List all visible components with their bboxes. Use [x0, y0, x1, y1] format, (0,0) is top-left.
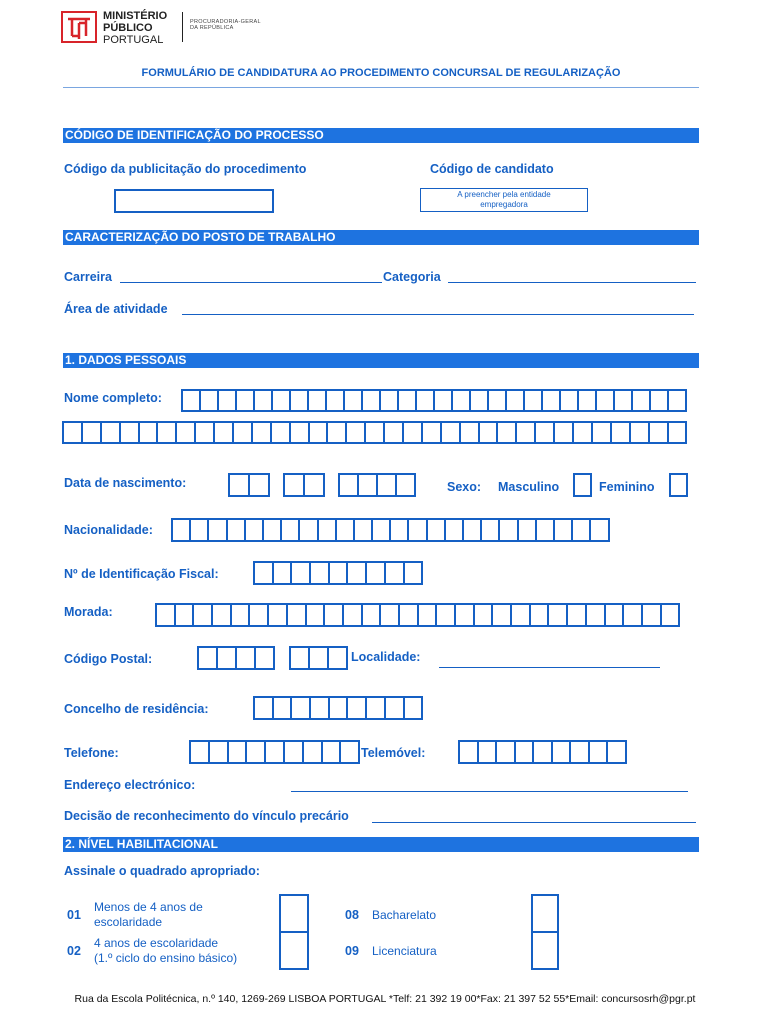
form-title: FORMULÁRIO DE CANDIDATURA AO PROCEDIMENTO CONCURSAL DE REGULARIZAÇÃO [141, 67, 621, 79]
char-box[interactable] [365, 561, 386, 585]
char-box[interactable] [591, 421, 612, 444]
char-box[interactable] [660, 603, 681, 627]
char-box[interactable] [100, 421, 121, 444]
char-box[interactable] [248, 603, 269, 627]
email-field[interactable] [291, 781, 688, 792]
char-box[interactable] [338, 473, 359, 497]
option-01-checkbox[interactable] [279, 894, 309, 933]
char-box[interactable] [235, 389, 255, 412]
option-02-code: 02 [67, 944, 81, 958]
char-box[interactable] [345, 421, 366, 444]
char-box[interactable] [244, 518, 264, 542]
char-box[interactable] [272, 696, 293, 720]
section-personal-header: 1. DADOS PESSOAIS [63, 353, 699, 368]
char-box[interactable] [81, 421, 102, 444]
char-box[interactable] [326, 421, 347, 444]
char-box[interactable] [323, 603, 344, 627]
char-box[interactable] [477, 740, 498, 764]
char-box[interactable] [353, 518, 373, 542]
char-box[interactable] [216, 646, 237, 670]
char-box[interactable] [403, 696, 424, 720]
char-box[interactable] [289, 389, 309, 412]
char-box[interactable] [606, 740, 627, 764]
char-box[interactable] [595, 389, 615, 412]
decision-field[interactable] [372, 812, 696, 823]
char-box[interactable] [197, 646, 218, 670]
char-box[interactable] [286, 603, 307, 627]
option-09-text: Licenciatura [372, 944, 437, 958]
candidate-code-label: Código de candidato [430, 162, 554, 176]
char-box[interactable] [649, 389, 669, 412]
char-box[interactable] [421, 421, 442, 444]
char-box[interactable] [213, 421, 234, 444]
char-box[interactable] [199, 389, 219, 412]
char-box[interactable] [335, 518, 355, 542]
char-box[interactable] [309, 561, 330, 585]
char-box[interactable] [251, 421, 272, 444]
logo-line-2: PÚBLICO [103, 22, 153, 34]
char-box[interactable] [535, 518, 555, 542]
char-box[interactable] [498, 518, 518, 542]
postal-code-label: Código Postal: [64, 652, 153, 666]
char-box[interactable] [248, 473, 270, 497]
char-box[interactable] [395, 473, 416, 497]
char-box[interactable] [566, 603, 587, 627]
char-box[interactable] [505, 389, 525, 412]
char-box[interactable] [346, 561, 367, 585]
char-box[interactable] [551, 740, 572, 764]
char-box[interactable] [207, 518, 227, 542]
char-box[interactable] [604, 603, 625, 627]
male-checkbox[interactable] [573, 473, 592, 497]
char-box[interactable] [629, 421, 650, 444]
char-box[interactable] [496, 421, 517, 444]
char-box[interactable] [648, 421, 669, 444]
logo-line-3: PORTUGAL [103, 34, 164, 46]
address-label: Morada: [64, 605, 113, 619]
char-box[interactable] [226, 518, 246, 542]
char-box[interactable] [585, 603, 606, 627]
logo-divider [182, 12, 183, 42]
option-02-checkbox[interactable] [279, 931, 309, 970]
career-label: Carreira [64, 270, 112, 284]
section-post-header: CARACTERIZAÇÃO DO POSTO DE TRABALHO [63, 230, 699, 245]
char-box[interactable] [398, 603, 419, 627]
activity-area-label: Área de atividade [64, 302, 168, 316]
char-box[interactable] [440, 421, 461, 444]
full-name-boxes-row1[interactable] [181, 389, 685, 412]
char-box[interactable] [534, 421, 555, 444]
char-box[interactable] [271, 389, 291, 412]
nif-label: Nº de Identificação Fiscal: [64, 567, 219, 581]
char-box[interactable] [328, 561, 349, 585]
char-box[interactable] [569, 740, 590, 764]
logo-sub-line-2: DA REPÚBLICA [190, 25, 234, 31]
option-08-checkbox[interactable] [531, 894, 559, 933]
char-box[interactable] [559, 389, 579, 412]
char-box[interactable] [361, 389, 381, 412]
char-box[interactable] [435, 603, 456, 627]
char-box[interactable] [253, 389, 273, 412]
char-box[interactable] [208, 740, 229, 764]
option-01-text-line1: Menos de 4 anos de [94, 900, 203, 914]
char-box[interactable] [444, 518, 464, 542]
char-box[interactable] [415, 389, 435, 412]
char-box[interactable] [267, 603, 288, 627]
char-box[interactable] [589, 518, 609, 542]
char-box[interactable] [305, 603, 326, 627]
nationality-boxes[interactable] [171, 518, 608, 542]
char-box[interactable] [174, 603, 195, 627]
decision-label: Decisão de reconhecimento do vínculo precário [64, 809, 349, 823]
char-box[interactable] [264, 740, 285, 764]
char-box[interactable] [514, 740, 535, 764]
birth-year-boxes[interactable] [338, 473, 414, 497]
category-field[interactable] [448, 271, 696, 283]
char-box[interactable] [371, 518, 391, 542]
option-02-text-line2: (1.º ciclo do ensino básico) [94, 951, 238, 965]
char-box[interactable] [253, 561, 274, 585]
address-boxes[interactable] [155, 603, 678, 627]
char-box[interactable] [402, 421, 423, 444]
char-box[interactable] [189, 740, 210, 764]
char-box[interactable] [667, 389, 687, 412]
char-box[interactable] [641, 603, 662, 627]
option-02-text-line1: 4 anos de escolaridade [94, 936, 219, 950]
char-box[interactable] [491, 603, 512, 627]
char-box[interactable] [553, 518, 573, 542]
char-box[interactable] [171, 518, 191, 542]
locality-label: Localidade: [351, 650, 421, 664]
char-box[interactable] [365, 696, 386, 720]
logo-text [103, 10, 167, 46]
char-box[interactable] [308, 646, 329, 670]
phone-label: Telefone: [64, 746, 119, 760]
char-box[interactable] [407, 518, 427, 542]
char-box[interactable] [403, 561, 424, 585]
postal-code-boxes-2[interactable] [289, 646, 346, 670]
option-09-code: 09 [345, 944, 359, 958]
nif-boxes[interactable] [253, 561, 421, 585]
sex-label: Sexo: [447, 480, 482, 494]
char-box[interactable] [397, 389, 417, 412]
char-box[interactable] [290, 696, 311, 720]
birth-date-label: Data de nascimento: [64, 476, 187, 490]
section-process-header: CÓDIGO DE IDENTIFICAÇÃO DO PROCESSO [63, 128, 699, 143]
candidate-code-hint: A preencher pela entidade empregadora [457, 190, 551, 209]
male-label: Masculino [498, 480, 560, 494]
full-name-boxes-row2[interactable] [62, 421, 685, 444]
char-box[interactable] [547, 603, 568, 627]
char-box[interactable] [156, 421, 177, 444]
option-08-code: 08 [345, 908, 359, 922]
char-box[interactable] [433, 389, 453, 412]
publication-code-field[interactable] [114, 189, 274, 213]
char-box[interactable] [230, 603, 251, 627]
section-education-header: 2. NÍVEL HABILITACIONAL [63, 837, 699, 852]
char-box[interactable] [451, 389, 471, 412]
char-box[interactable] [515, 421, 536, 444]
char-box[interactable] [631, 389, 651, 412]
char-box[interactable] [119, 421, 140, 444]
char-box[interactable] [270, 421, 291, 444]
char-box[interactable] [262, 518, 282, 542]
char-box[interactable] [235, 646, 256, 670]
char-box[interactable] [426, 518, 446, 542]
char-box[interactable] [384, 696, 405, 720]
char-box[interactable] [254, 646, 275, 670]
char-box[interactable] [307, 389, 327, 412]
nationality-label: Nacionalidade: [64, 523, 153, 537]
char-box[interactable] [339, 740, 360, 764]
char-box[interactable] [309, 696, 330, 720]
logo [61, 11, 97, 43]
char-box[interactable] [189, 518, 209, 542]
char-box[interactable] [227, 740, 248, 764]
char-box[interactable] [572, 421, 593, 444]
locality-field[interactable] [439, 657, 660, 668]
char-box[interactable] [217, 389, 237, 412]
char-box[interactable] [379, 389, 399, 412]
char-box[interactable] [308, 421, 329, 444]
char-box[interactable] [289, 646, 310, 670]
char-box[interactable] [541, 389, 561, 412]
char-box[interactable] [232, 421, 253, 444]
char-box[interactable] [192, 603, 213, 627]
option-01-text-line2: escolaridade [94, 915, 163, 929]
char-box[interactable] [346, 696, 367, 720]
option-01-text [94, 900, 203, 930]
char-box[interactable] [245, 740, 266, 764]
char-box[interactable] [289, 421, 310, 444]
char-box[interactable] [361, 603, 382, 627]
char-box[interactable] [577, 389, 597, 412]
char-box[interactable] [298, 518, 318, 542]
footer-address: Rua da Escola Politécnica, n.º 140, 1269-269 LISBOA PORTUGAL *Telf: 21 392 19 00*Fax: 21 397 52 55*Email: concursosrh@pgr.pt [74, 993, 696, 1005]
char-box[interactable] [283, 473, 305, 497]
career-field[interactable] [120, 271, 382, 283]
char-box[interactable] [253, 696, 274, 720]
email-label: Endereço electrónico: [64, 778, 196, 792]
char-box[interactable] [417, 603, 438, 627]
option-02-text [94, 936, 237, 966]
char-box[interactable] [175, 421, 196, 444]
char-box[interactable] [571, 518, 591, 542]
char-box[interactable] [458, 740, 479, 764]
char-box[interactable] [532, 740, 553, 764]
char-box[interactable] [622, 603, 643, 627]
ministerio-publico-logo-icon [61, 11, 97, 43]
char-box[interactable] [478, 421, 499, 444]
county-label: Concelho de residência: [64, 702, 209, 716]
activity-area-field[interactable] [182, 303, 694, 315]
char-box[interactable] [327, 646, 348, 670]
char-box[interactable] [389, 518, 409, 542]
option-01-code: 01 [67, 908, 81, 922]
char-box[interactable] [480, 518, 500, 542]
birth-month-boxes[interactable] [283, 473, 323, 497]
county-boxes[interactable] [253, 696, 421, 720]
char-box[interactable] [487, 389, 507, 412]
char-box[interactable] [473, 603, 494, 627]
char-box[interactable] [62, 421, 83, 444]
char-box[interactable] [517, 518, 537, 542]
char-box[interactable] [343, 389, 363, 412]
mobile-boxes[interactable] [458, 740, 625, 764]
char-box[interactable] [379, 603, 400, 627]
publication-code-label: Código da publicitação do procedimento [64, 162, 307, 176]
postal-code-boxes-1[interactable] [197, 646, 273, 670]
female-checkbox[interactable] [669, 473, 688, 497]
char-box[interactable] [510, 603, 531, 627]
char-box[interactable] [462, 518, 482, 542]
char-box[interactable] [317, 518, 337, 542]
candidate-code-field [420, 188, 588, 212]
full-name-label: Nome completo: [64, 391, 162, 405]
logo-subtitle [190, 19, 261, 31]
char-box[interactable] [342, 603, 363, 627]
char-box[interactable] [321, 740, 342, 764]
char-box[interactable] [302, 740, 323, 764]
birth-day-boxes[interactable] [228, 473, 268, 497]
char-box[interactable] [459, 421, 480, 444]
char-box[interactable] [523, 389, 543, 412]
char-box[interactable] [194, 421, 215, 444]
char-box[interactable] [228, 473, 250, 497]
char-box[interactable] [454, 603, 475, 627]
female-label: Feminino [599, 480, 655, 494]
char-box[interactable] [610, 421, 631, 444]
logo-sub-line-1: PROCURADORIA-GERAL [190, 19, 261, 25]
char-box[interactable] [357, 473, 378, 497]
char-box[interactable] [553, 421, 574, 444]
char-box[interactable] [303, 473, 325, 497]
char-box[interactable] [383, 421, 404, 444]
char-box[interactable] [613, 389, 633, 412]
char-box[interactable] [181, 389, 201, 412]
char-box[interactable] [376, 473, 397, 497]
education-instruction: Assinale o quadrado apropriado: [64, 864, 260, 878]
logo-line-1: MINISTÉRIO [103, 10, 168, 22]
char-box[interactable] [667, 421, 688, 444]
title-rule [63, 87, 699, 88]
category-label: Categoria [383, 270, 441, 284]
phone-boxes[interactable] [189, 740, 358, 764]
char-box[interactable] [384, 561, 405, 585]
mobile-label: Telemóvel: [361, 746, 426, 760]
char-box[interactable] [155, 603, 176, 627]
option-08-text: Bacharelato [372, 908, 437, 922]
char-box[interactable] [211, 603, 232, 627]
char-box[interactable] [469, 389, 489, 412]
char-box[interactable] [280, 518, 300, 542]
char-box[interactable] [328, 696, 349, 720]
char-box[interactable] [290, 561, 311, 585]
option-09-checkbox[interactable] [531, 931, 559, 970]
char-box[interactable] [283, 740, 304, 764]
char-box[interactable] [325, 389, 345, 412]
char-box[interactable] [495, 740, 516, 764]
char-box[interactable] [364, 421, 385, 444]
char-box[interactable] [588, 740, 609, 764]
char-box[interactable] [138, 421, 159, 444]
char-box[interactable] [529, 603, 550, 627]
char-box[interactable] [272, 561, 293, 585]
